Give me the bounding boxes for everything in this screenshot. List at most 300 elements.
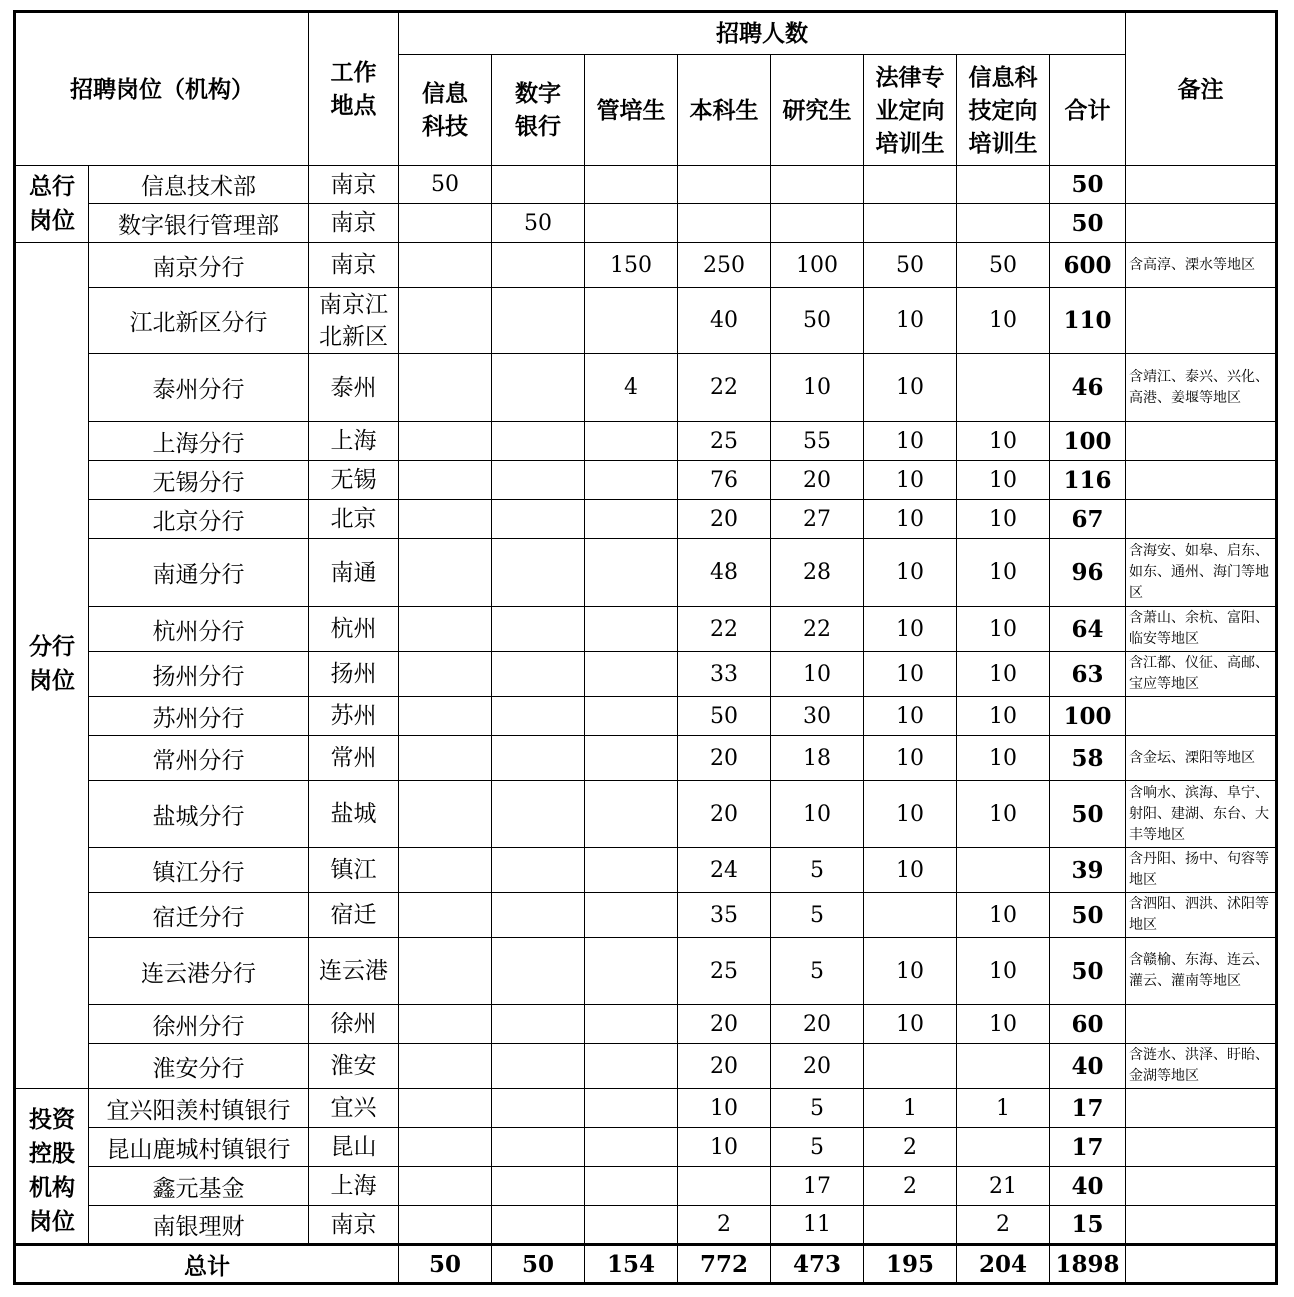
cell-sum: 17 — [1050, 1089, 1126, 1128]
cell-trainee — [585, 652, 678, 697]
remark-cell: 含江都、仪征、高邮、宝应等地区 — [1126, 652, 1277, 697]
cell-bachelor: 20 — [678, 500, 771, 539]
remark-cell: 含高淳、溧水等地区 — [1126, 243, 1277, 288]
cell-law — [864, 1044, 957, 1089]
cell-it — [399, 652, 492, 697]
cell-ittrain: 10 — [957, 288, 1050, 354]
remark-cell: 含萧山、余杭、富阳、临安等地区 — [1126, 607, 1277, 652]
cell-law: 50 — [864, 243, 957, 288]
cell-it — [399, 1128, 492, 1167]
work-location: 连云港 — [309, 938, 399, 1005]
header-count-group: 招聘人数 — [399, 12, 1126, 55]
cell-trainee — [585, 1167, 678, 1206]
cell-trainee — [585, 893, 678, 938]
cell-trainee — [585, 736, 678, 781]
cell-ittrain — [957, 1044, 1050, 1089]
cell-bachelor: 20 — [678, 1044, 771, 1089]
cell-sum: 116 — [1050, 461, 1126, 500]
table-row — [15, 1089, 1277, 1128]
work-location: 宜兴 — [309, 1089, 399, 1128]
cell-sum: 600 — [1050, 243, 1126, 288]
cell-ittrain — [957, 204, 1050, 243]
remark-cell — [1126, 500, 1277, 539]
work-location: 南京 — [309, 204, 399, 243]
total-master: 473 — [771, 1245, 864, 1284]
cell-law: 10 — [864, 539, 957, 607]
cell-ittrain: 10 — [957, 539, 1050, 607]
cell-law: 10 — [864, 697, 957, 736]
cell-trainee — [585, 781, 678, 848]
cell-digital — [492, 354, 585, 422]
cell-bachelor: 33 — [678, 652, 771, 697]
cell-it — [399, 1167, 492, 1206]
header-col-master: 研究生 — [771, 55, 864, 166]
cell-sum: 58 — [1050, 736, 1126, 781]
cell-sum: 50 — [1050, 893, 1126, 938]
table-row — [15, 736, 1277, 781]
cell-ittrain: 10 — [957, 893, 1050, 938]
cell-master: 11 — [771, 1206, 864, 1245]
cell-it — [399, 736, 492, 781]
cell-sum: 15 — [1050, 1206, 1126, 1245]
cell-it — [399, 243, 492, 288]
cell-ittrain: 10 — [957, 422, 1050, 461]
cell-digital — [492, 1005, 585, 1044]
work-location: 南通 — [309, 539, 399, 607]
group-label: 总行岗位 — [15, 166, 89, 243]
cell-sum: 50 — [1050, 166, 1126, 204]
cell-sum: 63 — [1050, 652, 1126, 697]
remark-cell: 含靖江、泰兴、兴化、高港、姜堰等地区 — [1126, 354, 1277, 422]
remark-cell — [1126, 204, 1277, 243]
cell-master: 10 — [771, 652, 864, 697]
org-name: 信息技术部 — [89, 166, 309, 204]
header-col-bachelor: 本科生 — [678, 55, 771, 166]
cell-it — [399, 781, 492, 848]
cell-bachelor: 20 — [678, 1005, 771, 1044]
org-name: 常州分行 — [89, 736, 309, 781]
work-location: 北京 — [309, 500, 399, 539]
cell-it — [399, 1005, 492, 1044]
table-row — [15, 461, 1277, 500]
header-col-it: 信息科技 — [399, 55, 492, 166]
header-location: 工作地点 — [309, 12, 399, 166]
cell-law: 10 — [864, 938, 957, 1005]
cell-digital — [492, 848, 585, 893]
cell-sum: 110 — [1050, 288, 1126, 354]
work-location: 杭州 — [309, 607, 399, 652]
cell-bachelor: 40 — [678, 288, 771, 354]
header-remark: 备注 — [1126, 12, 1277, 166]
cell-sum: 50 — [1050, 781, 1126, 848]
header-row — [15, 12, 1277, 55]
work-location: 南京 — [309, 1206, 399, 1245]
cell-digital — [492, 893, 585, 938]
table-row — [15, 288, 1277, 354]
cell-ittrain: 2 — [957, 1206, 1050, 1245]
org-name: 南京分行 — [89, 243, 309, 288]
cell-ittrain: 50 — [957, 243, 1050, 288]
cell-digital — [492, 1044, 585, 1089]
remark-cell — [1126, 1128, 1277, 1167]
cell-bachelor: 10 — [678, 1089, 771, 1128]
cell-it — [399, 354, 492, 422]
cell-ittrain: 21 — [957, 1167, 1050, 1206]
cell-ittrain: 10 — [957, 697, 1050, 736]
total-law: 195 — [864, 1245, 957, 1284]
cell-master: 20 — [771, 1005, 864, 1044]
work-location: 常州 — [309, 736, 399, 781]
cell-it — [399, 422, 492, 461]
org-name: 宜兴阳羡村镇银行 — [89, 1089, 309, 1128]
cell-law: 10 — [864, 288, 957, 354]
cell-digital: 50 — [492, 204, 585, 243]
cell-digital — [492, 1089, 585, 1128]
cell-law: 2 — [864, 1167, 957, 1206]
cell-digital — [492, 288, 585, 354]
cell-digital — [492, 422, 585, 461]
cell-law — [864, 1206, 957, 1245]
table-row — [15, 938, 1277, 1005]
cell-sum: 17 — [1050, 1128, 1126, 1167]
cell-law — [864, 893, 957, 938]
table-row — [15, 500, 1277, 539]
total-sum: 1898 — [1050, 1245, 1126, 1284]
cell-bachelor: 20 — [678, 781, 771, 848]
table-row — [15, 1128, 1277, 1167]
cell-it — [399, 697, 492, 736]
table-row — [15, 539, 1277, 607]
remark-cell: 含丹阳、扬中、句容等地区 — [1126, 848, 1277, 893]
cell-bachelor: 20 — [678, 736, 771, 781]
work-location: 南京江北新区 — [309, 288, 399, 354]
cell-digital — [492, 736, 585, 781]
cell-master: 5 — [771, 848, 864, 893]
cell-ittrain: 10 — [957, 938, 1050, 1005]
cell-trainee — [585, 288, 678, 354]
remark-cell: 含涟水、洪泽、盱眙、金湖等地区 — [1126, 1044, 1277, 1089]
cell-master: 10 — [771, 354, 864, 422]
cell-law — [864, 204, 957, 243]
header-col-sum: 合计 — [1050, 55, 1126, 166]
cell-bachelor — [678, 204, 771, 243]
cell-master: 5 — [771, 938, 864, 1005]
cell-law: 10 — [864, 354, 957, 422]
remark-cell — [1126, 1089, 1277, 1128]
cell-law: 10 — [864, 500, 957, 539]
org-name: 北京分行 — [89, 500, 309, 539]
cell-it — [399, 893, 492, 938]
cell-digital — [492, 500, 585, 539]
cell-law: 10 — [864, 607, 957, 652]
table-row — [15, 848, 1277, 893]
cell-ittrain: 1 — [957, 1089, 1050, 1128]
cell-master: 10 — [771, 781, 864, 848]
org-name: 南通分行 — [89, 539, 309, 607]
remark-cell: 含响水、滨海、阜宁、射阳、建湖、东台、大丰等地区 — [1126, 781, 1277, 848]
work-location: 南京 — [309, 243, 399, 288]
work-location: 昆山 — [309, 1128, 399, 1167]
cell-law: 10 — [864, 461, 957, 500]
cell-it — [399, 938, 492, 1005]
cell-sum: 100 — [1050, 697, 1126, 736]
header-position: 招聘岗位（机构） — [15, 12, 309, 166]
cell-digital — [492, 781, 585, 848]
cell-digital — [492, 652, 585, 697]
work-location: 南京 — [309, 166, 399, 204]
cell-trainee — [585, 848, 678, 893]
org-name: 南银理财 — [89, 1206, 309, 1245]
cell-sum: 100 — [1050, 422, 1126, 461]
cell-master: 20 — [771, 1044, 864, 1089]
cell-law: 2 — [864, 1128, 957, 1167]
cell-law: 10 — [864, 652, 957, 697]
cell-ittrain: 10 — [957, 607, 1050, 652]
table-row — [15, 697, 1277, 736]
cell-bachelor: 25 — [678, 938, 771, 1005]
total-trainee: 154 — [585, 1245, 678, 1284]
remark-cell — [1126, 166, 1277, 204]
cell-master: 22 — [771, 607, 864, 652]
cell-digital — [492, 938, 585, 1005]
cell-law: 1 — [864, 1089, 957, 1128]
header-col-ittrain: 信息科技定向培训生 — [957, 55, 1050, 166]
cell-trainee — [585, 461, 678, 500]
org-name: 徐州分行 — [89, 1005, 309, 1044]
cell-digital — [492, 243, 585, 288]
org-name: 上海分行 — [89, 422, 309, 461]
cell-master: 27 — [771, 500, 864, 539]
total-bachelor: 772 — [678, 1245, 771, 1284]
cell-digital — [492, 1128, 585, 1167]
remark-cell — [1126, 461, 1277, 500]
cell-bachelor: 250 — [678, 243, 771, 288]
remark-cell: 含泗阳、泗洪、沭阳等地区 — [1126, 893, 1277, 938]
cell-law: 10 — [864, 781, 957, 848]
cell-ittrain: 10 — [957, 736, 1050, 781]
cell-ittrain: 10 — [957, 781, 1050, 848]
work-location: 盐城 — [309, 781, 399, 848]
cell-master — [771, 204, 864, 243]
cell-master: 28 — [771, 539, 864, 607]
header-col-digital: 数字银行 — [492, 55, 585, 166]
cell-master — [771, 166, 864, 204]
cell-trainee — [585, 1128, 678, 1167]
cell-sum: 67 — [1050, 500, 1126, 539]
org-name: 数字银行管理部 — [89, 204, 309, 243]
cell-trainee — [585, 697, 678, 736]
cell-master: 100 — [771, 243, 864, 288]
remark-cell — [1126, 1005, 1277, 1044]
cell-it — [399, 1089, 492, 1128]
cell-sum: 40 — [1050, 1044, 1126, 1089]
remark-cell: 含金坛、溧阳等地区 — [1126, 736, 1277, 781]
cell-it — [399, 1206, 492, 1245]
cell-ittrain — [957, 1128, 1050, 1167]
cell-it — [399, 1044, 492, 1089]
cell-trainee — [585, 1089, 678, 1128]
remark-cell — [1126, 1206, 1277, 1245]
cell-sum: 39 — [1050, 848, 1126, 893]
table-row — [15, 1044, 1277, 1089]
cell-master: 5 — [771, 893, 864, 938]
cell-digital — [492, 461, 585, 500]
cell-it — [399, 288, 492, 354]
org-name: 鑫元基金 — [89, 1167, 309, 1206]
org-name: 苏州分行 — [89, 697, 309, 736]
remark-cell: 含海安、如皋、启东、如东、通州、海门等地区 — [1126, 539, 1277, 607]
cell-trainee — [585, 204, 678, 243]
table-row — [15, 652, 1277, 697]
cell-it — [399, 500, 492, 539]
org-name: 昆山鹿城村镇银行 — [89, 1128, 309, 1167]
cell-bachelor: 2 — [678, 1206, 771, 1245]
cell-digital — [492, 607, 585, 652]
total-digital: 50 — [492, 1245, 585, 1284]
cell-bachelor: 76 — [678, 461, 771, 500]
cell-digital — [492, 539, 585, 607]
cell-trainee — [585, 422, 678, 461]
org-name: 江北新区分行 — [89, 288, 309, 354]
cell-trainee — [585, 500, 678, 539]
org-name: 淮安分行 — [89, 1044, 309, 1089]
cell-trainee: 150 — [585, 243, 678, 288]
cell-bachelor: 48 — [678, 539, 771, 607]
cell-ittrain — [957, 354, 1050, 422]
cell-bachelor — [678, 1167, 771, 1206]
cell-it — [399, 461, 492, 500]
cell-bachelor: 35 — [678, 893, 771, 938]
cell-master: 5 — [771, 1128, 864, 1167]
work-location: 无锡 — [309, 461, 399, 500]
total-label: 总计 — [15, 1245, 399, 1284]
group-label: 分行岗位 — [15, 243, 89, 1089]
work-location: 上海 — [309, 422, 399, 461]
cell-sum: 64 — [1050, 607, 1126, 652]
work-location: 扬州 — [309, 652, 399, 697]
table-row — [15, 893, 1277, 938]
cell-master: 17 — [771, 1167, 864, 1206]
header-col-law: 法律专业定向培训生 — [864, 55, 957, 166]
cell-bachelor: 22 — [678, 354, 771, 422]
table-row — [15, 204, 1277, 243]
work-location: 苏州 — [309, 697, 399, 736]
cell-sum: 46 — [1050, 354, 1126, 422]
cell-it: 50 — [399, 166, 492, 204]
org-name: 泰州分行 — [89, 354, 309, 422]
org-name: 杭州分行 — [89, 607, 309, 652]
cell-sum: 60 — [1050, 1005, 1126, 1044]
remark-cell — [1126, 422, 1277, 461]
table-row — [15, 422, 1277, 461]
cell-it — [399, 848, 492, 893]
work-location: 镇江 — [309, 848, 399, 893]
cell-sum: 96 — [1050, 539, 1126, 607]
cell-trainee — [585, 166, 678, 204]
cell-ittrain: 10 — [957, 500, 1050, 539]
cell-sum: 50 — [1050, 204, 1126, 243]
group-label: 投资控股机构岗位 — [15, 1089, 89, 1245]
table-row — [15, 1005, 1277, 1044]
cell-trainee — [585, 539, 678, 607]
cell-it — [399, 204, 492, 243]
cell-trainee — [585, 1005, 678, 1044]
table-row — [15, 166, 1277, 204]
cell-bachelor: 50 — [678, 697, 771, 736]
cell-master: 50 — [771, 288, 864, 354]
table-row — [15, 1167, 1277, 1206]
work-location: 上海 — [309, 1167, 399, 1206]
cell-trainee: 4 — [585, 354, 678, 422]
table-row — [15, 781, 1277, 848]
cell-ittrain — [957, 848, 1050, 893]
org-name: 连云港分行 — [89, 938, 309, 1005]
cell-master: 55 — [771, 422, 864, 461]
cell-sum: 40 — [1050, 1167, 1126, 1206]
org-name: 镇江分行 — [89, 848, 309, 893]
cell-bachelor — [678, 166, 771, 204]
cell-bachelor: 24 — [678, 848, 771, 893]
total-remark — [1126, 1245, 1277, 1284]
total-row — [15, 1245, 1277, 1284]
cell-trainee — [585, 1044, 678, 1089]
cell-bachelor: 10 — [678, 1128, 771, 1167]
cell-master: 30 — [771, 697, 864, 736]
cell-digital — [492, 1206, 585, 1245]
recruitment-table — [13, 10, 1278, 1285]
table-row — [15, 354, 1277, 422]
remark-cell — [1126, 1167, 1277, 1206]
cell-ittrain: 10 — [957, 1005, 1050, 1044]
remark-cell — [1126, 288, 1277, 354]
org-name: 无锡分行 — [89, 461, 309, 500]
cell-law: 10 — [864, 1005, 957, 1044]
org-name: 扬州分行 — [89, 652, 309, 697]
org-name: 盐城分行 — [89, 781, 309, 848]
table-row — [15, 1206, 1277, 1245]
cell-law: 10 — [864, 848, 957, 893]
table-row — [15, 243, 1277, 288]
cell-ittrain — [957, 166, 1050, 204]
cell-master: 18 — [771, 736, 864, 781]
cell-sum: 50 — [1050, 938, 1126, 1005]
work-location: 徐州 — [309, 1005, 399, 1044]
total-it: 50 — [399, 1245, 492, 1284]
cell-trainee — [585, 607, 678, 652]
cell-bachelor: 25 — [678, 422, 771, 461]
cell-master: 20 — [771, 461, 864, 500]
cell-master: 5 — [771, 1089, 864, 1128]
org-name: 宿迁分行 — [89, 893, 309, 938]
cell-digital — [492, 697, 585, 736]
cell-digital — [492, 166, 585, 204]
cell-ittrain: 10 — [957, 461, 1050, 500]
work-location: 泰州 — [309, 354, 399, 422]
cell-bachelor: 22 — [678, 607, 771, 652]
table-row — [15, 607, 1277, 652]
cell-trainee — [585, 1206, 678, 1245]
cell-ittrain: 10 — [957, 652, 1050, 697]
cell-it — [399, 539, 492, 607]
total-ittrain: 204 — [957, 1245, 1050, 1284]
header-col-trainee: 管培生 — [585, 55, 678, 166]
work-location: 淮安 — [309, 1044, 399, 1089]
remark-cell — [1126, 697, 1277, 736]
remark-cell: 含赣榆、东海、连云、灌云、灌南等地区 — [1126, 938, 1277, 1005]
cell-law — [864, 166, 957, 204]
cell-trainee — [585, 938, 678, 1005]
cell-digital — [492, 1167, 585, 1206]
